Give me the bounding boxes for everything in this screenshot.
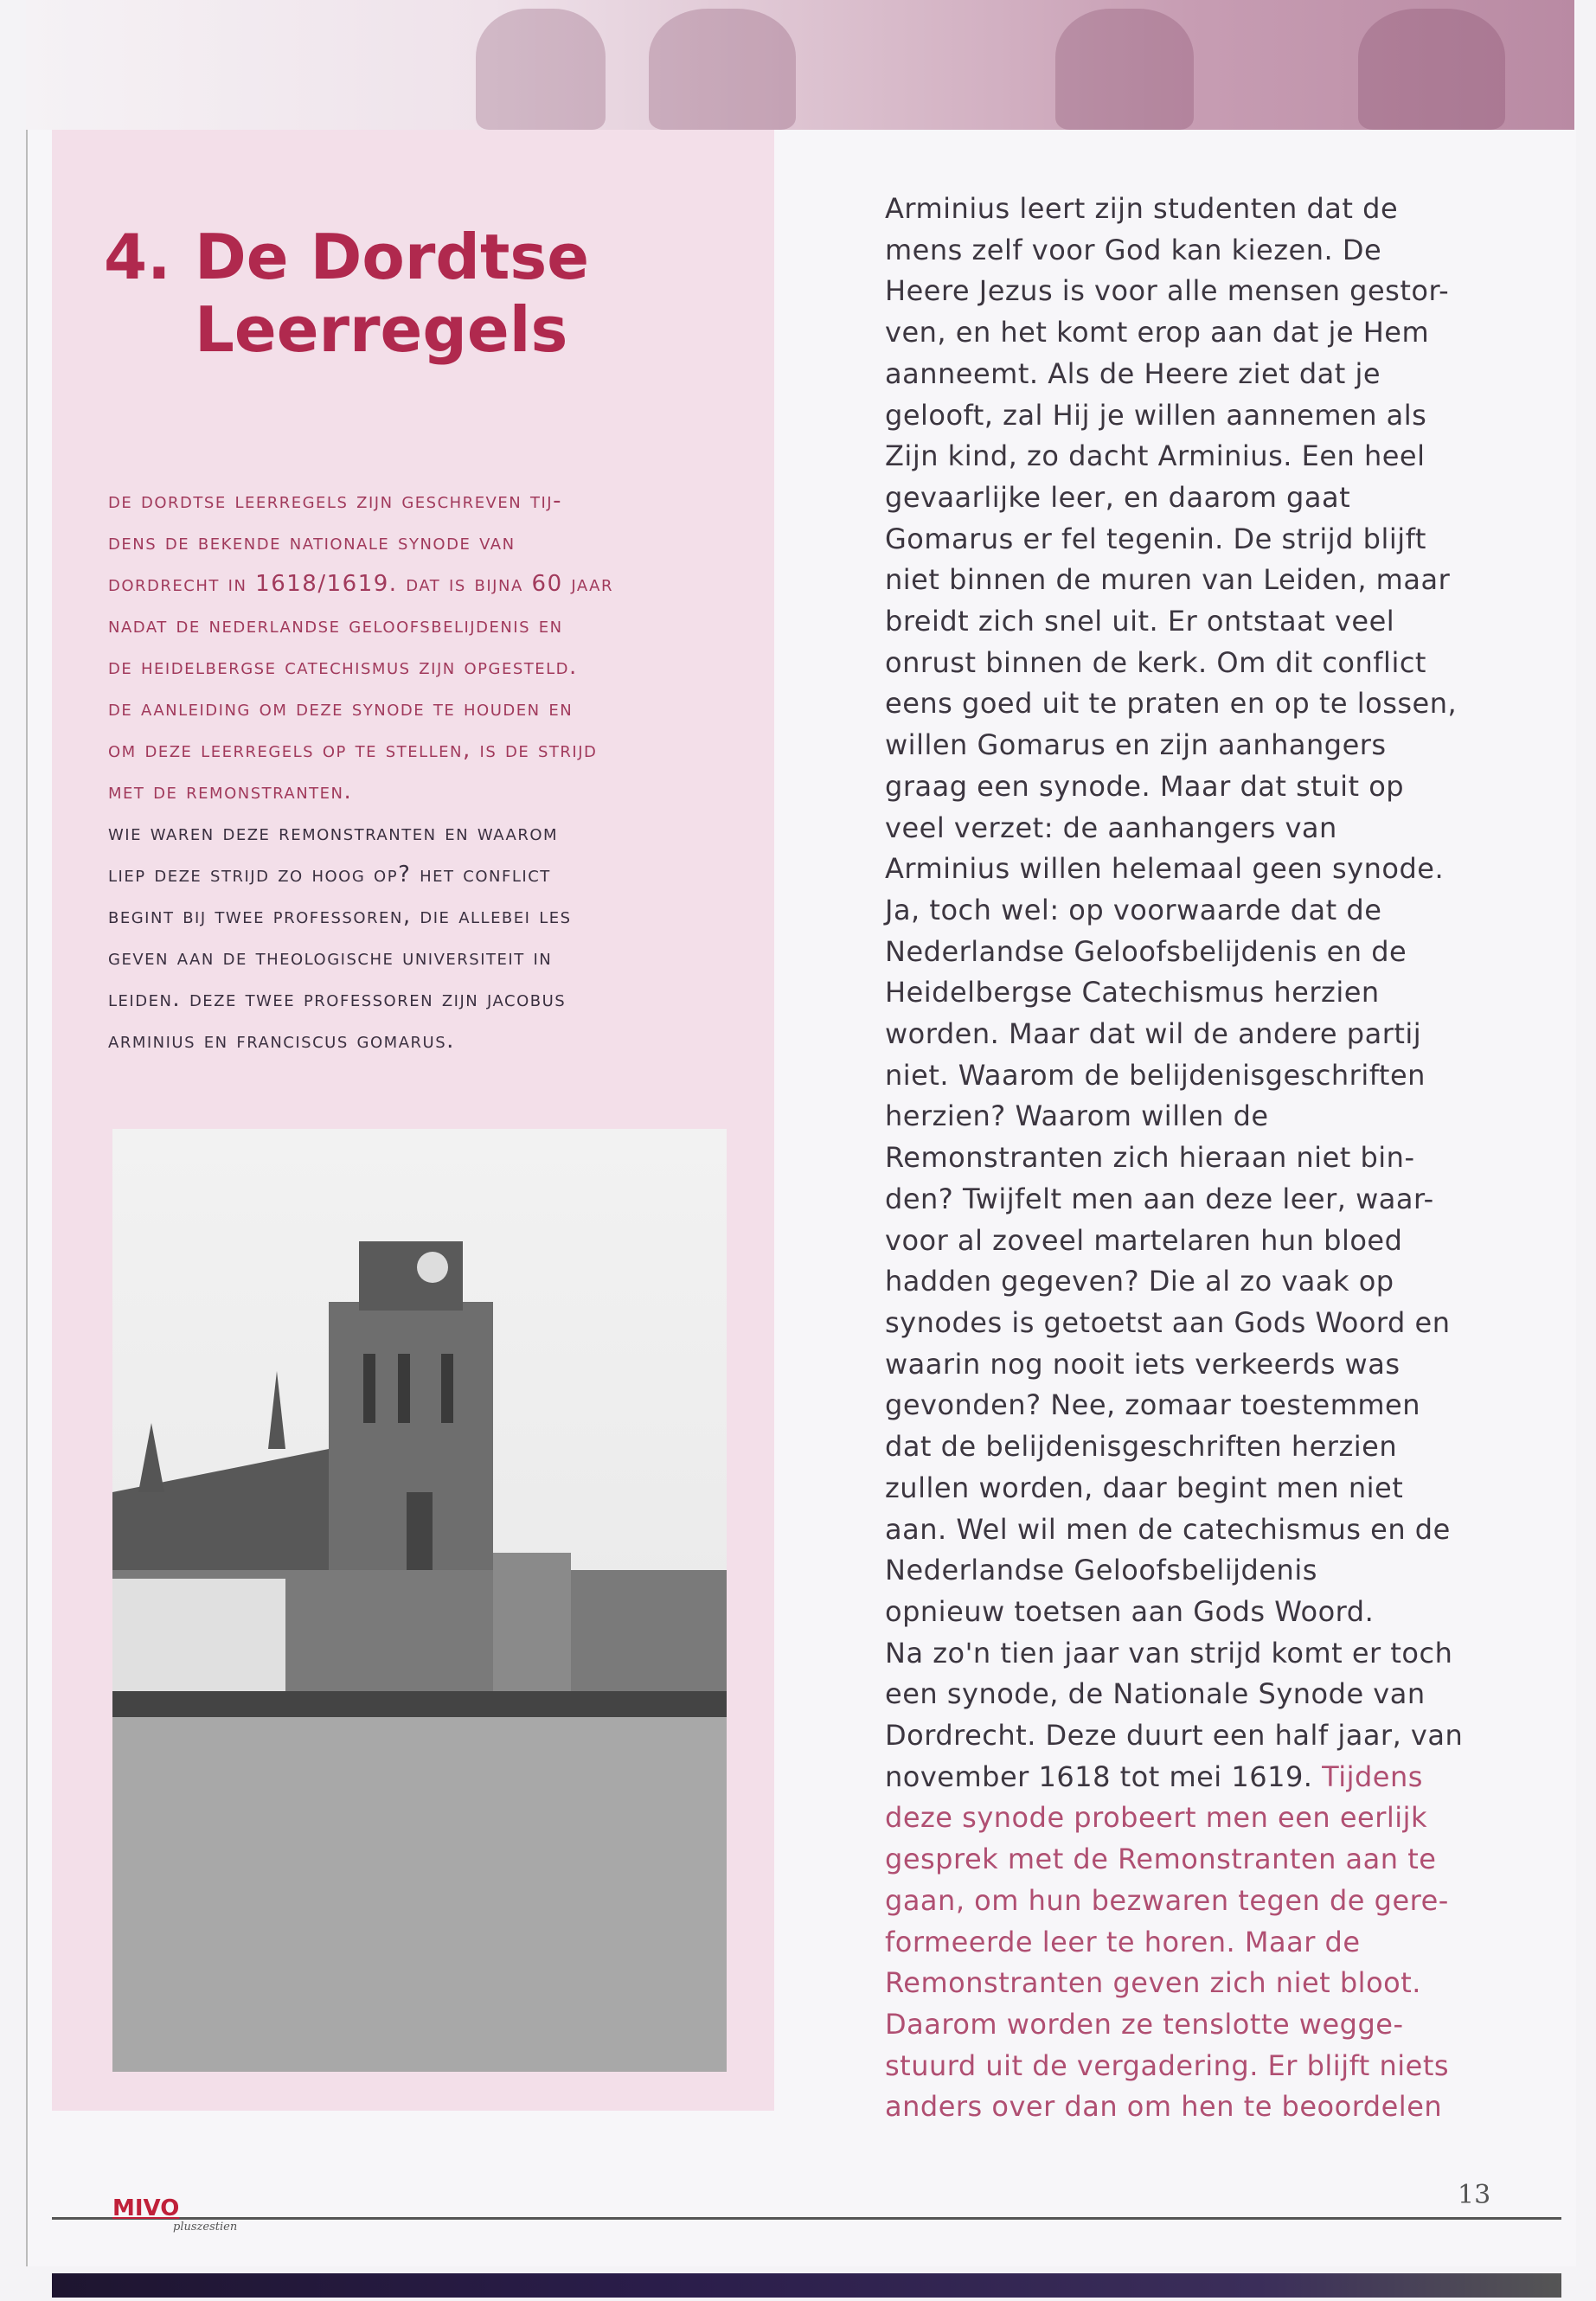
body-text-highlight: Tijdens [1322,1759,1423,1793]
body-line: ven, en het komt erop aan dat je Hem [885,316,1430,349]
body-line: Nederlandse Geloofsbelijdenis [885,1554,1317,1587]
body-line: aanneemt. Als de Heere ziet dat je [885,356,1381,390]
body-line-highlight: Daarom worden ze tenslotte wegge- [885,2007,1404,2041]
body-line-highlight: gesprek met de Remonstranten aan te [885,1843,1437,1876]
body-line: Dordrecht. Deze duurt een half jaar, van [885,1719,1464,1753]
body-line: willen Gomarus en zijn aanhangers [885,728,1387,762]
body-line: mens zelf voor God kan kiezen. De [885,233,1382,266]
body-line: zullen worden, daar begint men niet [885,1471,1404,1504]
body-line [885,1757,1508,1798]
article-body [885,189,1508,2128]
body-line: onrust binnen de kerk. Om dit conflict [885,645,1426,679]
intro-line: dordrecht in 1618/1619. dat is bijna 60 jaar [108,571,614,597]
body-line: niet. Waarom de belijdenisgeschriften [885,1058,1426,1092]
intro-line: de heidelbergse catechismus zijn opgesteld. [108,654,578,680]
mivo-logo: MIVO [112,2195,180,2221]
page-number: 13 [1458,2180,1491,2210]
body-line: dat de belijdenisgeschriften herzien [885,1430,1398,1464]
body-line: Arminius willen helemaal geen synode. [885,852,1445,886]
body-line: hadden gegeven? Die al zo vaak op [885,1265,1394,1298]
body-line: Arminius leert zijn studenten dat de [885,192,1399,225]
body-line-highlight: gaan, om hun bezwaren tegen de gere- [885,1883,1449,1917]
body-line: den? Twijfelt men aan deze leer, waar- [885,1182,1434,1215]
body-line: opnieuw toetsen aan Gods Woord. [885,1594,1375,1628]
body-line: Heere Jezus is voor alle mensen gestor- [885,274,1450,308]
title-line-1: De Dordtse [195,221,590,293]
body-line: Gomarus er fel tegenin. De strijd blijft [885,522,1426,555]
body-line: Remonstranten zich hieraan niet bin- [885,1141,1415,1175]
body-line: veel verzet: de aanhangers van [885,811,1337,844]
body-line-highlight: Remonstranten geven zich niet bloot. [885,1966,1421,2000]
body-line: herzien? Waarom willen de [885,1099,1269,1133]
body-line: Zijn kind, zo dacht Arminius. Een heel [885,439,1426,473]
body-line: waarin nog nooit iets verkeerds was [885,1347,1401,1381]
intro-text [108,480,748,1061]
body-line-highlight: deze synode probeert men een eerlijk [885,1801,1428,1835]
logo-subtitle: pluszestien [173,2221,238,2234]
body-line: aan. Wel wil men de catechismus en de [885,1512,1451,1546]
intro-line: met de remonstranten. [108,779,353,804]
intro-line: wie waren deze remonstranten en waarom [108,820,559,846]
body-line: Heidelbergse Catechismus herzien [885,976,1380,1009]
chapter-number: 4. [104,221,171,293]
body-line: niet binnen de muren van Leiden, maar [885,563,1451,597]
body-line: eens goed uit te praten en op te lossen, [885,687,1458,721]
body-line: voor al zoveel martelaren hun bloed [885,1223,1403,1257]
body-line: Ja, toch wel: op voorwaarde dat de [885,893,1382,926]
body-line: een synode, de Nationale Synode van [885,1677,1426,1711]
body-line-highlight: anders over dan om hen te beoordelen [885,2090,1443,2124]
body-line: synodes is getoetst aan Gods Woord en [885,1305,1451,1339]
photo-dordrecht-church [112,1129,727,2072]
scan-edge-bar [52,2273,1561,2298]
body-line: Na zo'n tien jaar van strijd komt er toch [885,1636,1453,1670]
body-line: gevaarlijke leer, en daarom gaat [885,480,1351,514]
intro-line: nadat de nederlandse geloofsbelijdenis en [108,612,563,638]
body-line: graag een synode. Maar dat stuit op [885,769,1405,803]
body-line: worden. Maar dat wil de andere partij [885,1017,1422,1051]
body-line: breidt zich snel uit. Er ontstaat veel [885,605,1395,638]
body-text: november 1618 tot mei 1619. [885,1759,1323,1793]
intro-line: begint bij twee professoren, die allebei les [108,903,572,929]
intro-line: om deze leerregels op te stellen, is de strijd [108,737,598,763]
body-line: gevonden? Nee, zomaar toestemmen [885,1388,1421,1422]
intro-line: arminius en franciscus gomarus. [108,1028,455,1054]
intro-line: geven aan de theologische universiteit in [108,945,553,971]
intro-line: de dordtse leerregels zijn geschreven tij- [108,488,562,514]
church-tower-image [112,1129,727,2072]
footer-rule [52,2217,1561,2220]
body-line-highlight: stuurd uit de vergadering. Er blijft niets [885,2048,1450,2082]
intro-line: dens de bekende nationale synode van [108,529,516,555]
intro-line: liep deze strijd zo hoog op? het conflict [108,862,551,888]
title-line-2: Leerregels [195,293,568,366]
header-photo-banner [26,0,1574,130]
body-line: Nederlandse Geloofsbelijdenis en de [885,934,1407,968]
intro-line: leiden. deze twee professoren zijn jacobus [108,986,567,1012]
intro-line: de aanleiding om deze synode te houden en [108,695,574,721]
body-line-highlight: formeerde leer te horen. Maar de [885,1925,1361,1958]
body-line: gelooft, zal Hij je willen aannemen als [885,398,1427,432]
